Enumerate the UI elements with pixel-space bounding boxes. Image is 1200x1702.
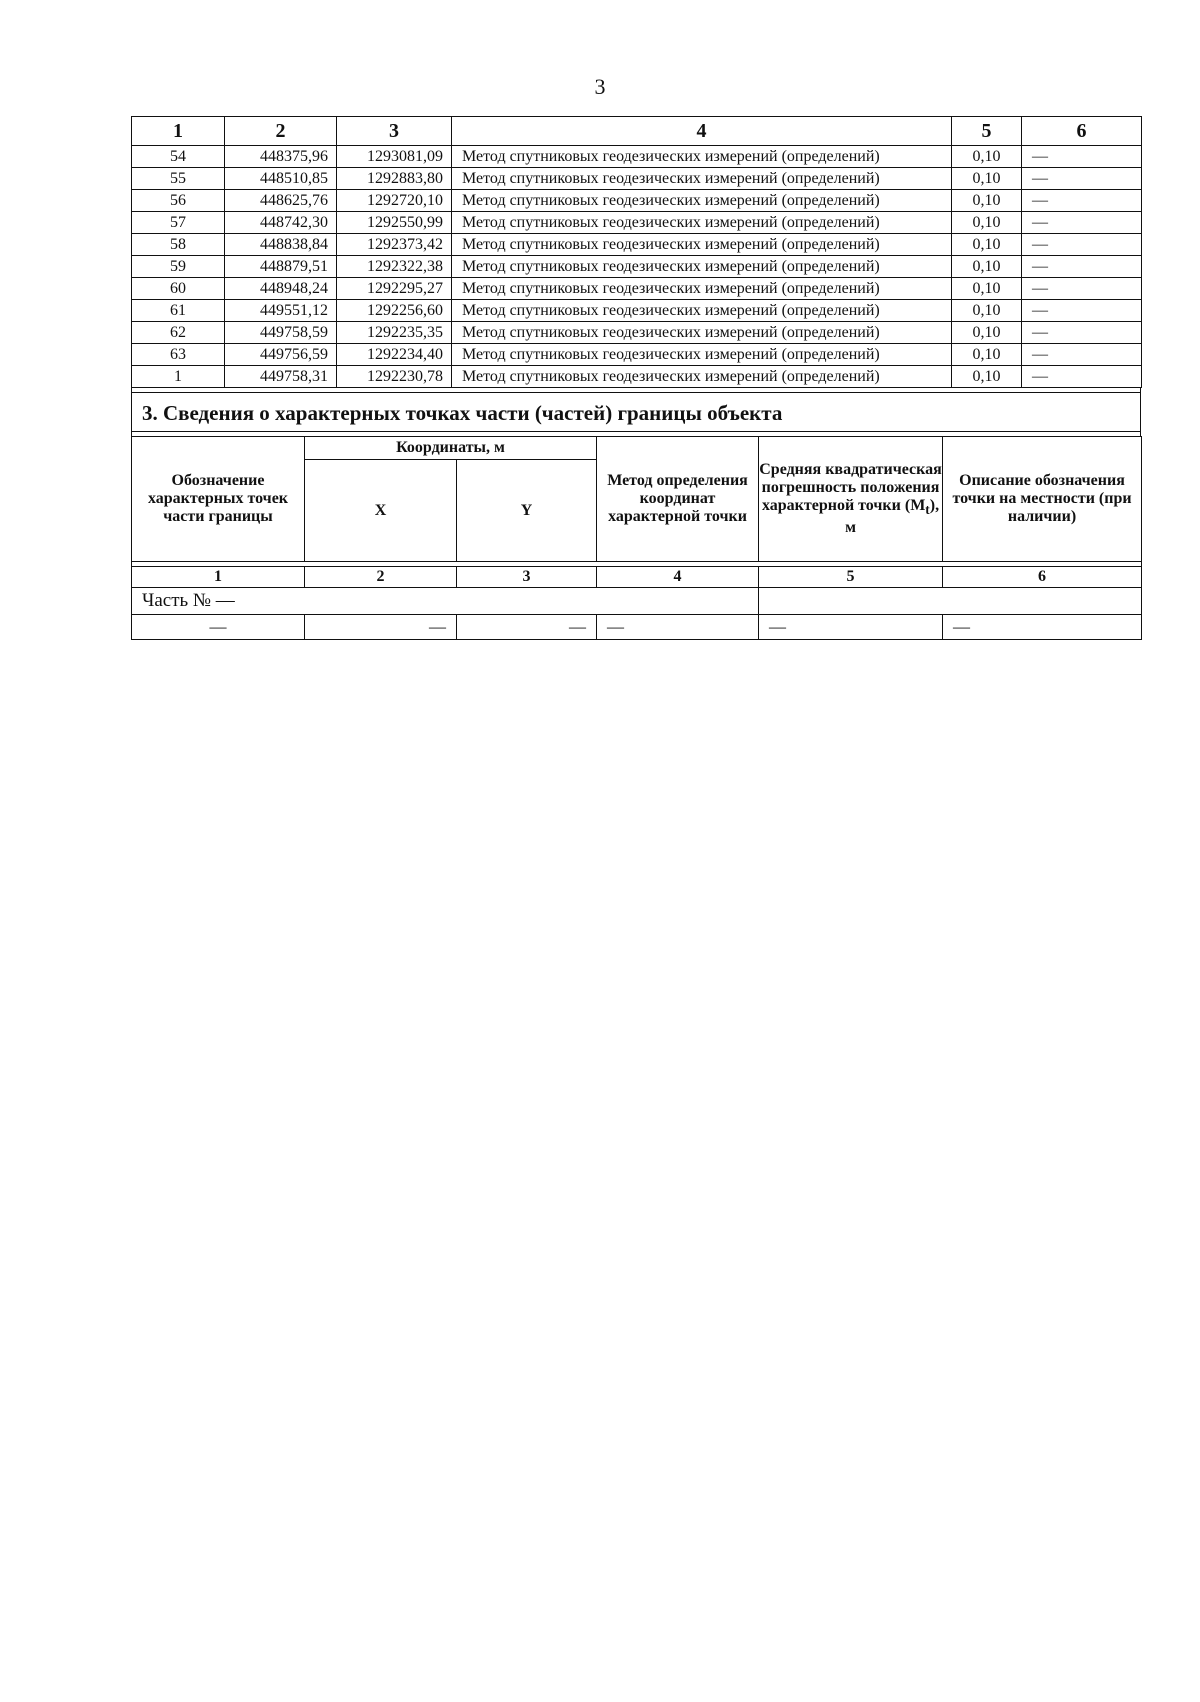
header-designation: Обозначение характерных точек части границы [132, 437, 305, 562]
col-header-6: 6 [1022, 117, 1142, 146]
coord-y: 1292295,27 [337, 278, 452, 300]
header-accuracy-symbol: (M [904, 496, 926, 514]
page-number: 3 [594, 74, 606, 99]
col-header-4: 4 [452, 117, 952, 146]
description: — [1022, 322, 1142, 344]
accuracy: 0,10 [952, 234, 1022, 256]
table-row [132, 234, 1142, 256]
coord-y: 1292256,60 [337, 300, 452, 322]
description: — [1022, 168, 1142, 190]
header-coordinates: Координаты, м [305, 437, 597, 460]
empty-method: — [597, 615, 759, 640]
accuracy: 0,10 [952, 366, 1022, 388]
point-number: 63 [132, 344, 225, 366]
coord-y: 1292234,40 [337, 344, 452, 366]
header-x: X [305, 460, 457, 562]
method: Метод спутниковых геодезических измерений (определений) [452, 168, 952, 190]
header-accuracy-subscript: t [925, 502, 930, 518]
section-title: 3. Сведения о характерных точках части (частей) границы объекта [131, 392, 1141, 432]
method: Метод спутниковых геодезических измерений (определений) [452, 300, 952, 322]
points-table-header [132, 117, 1142, 146]
method: Метод спутниковых геодезических измерений (определений) [452, 212, 952, 234]
col-header-1: 1 [132, 117, 225, 146]
empty-y: — [457, 615, 597, 640]
method: Метод спутниковых геодезических измерений (определений) [452, 322, 952, 344]
part-label: Часть № — [132, 588, 759, 615]
col-number-6: 6 [943, 567, 1142, 588]
coord-x: 448742,30 [225, 212, 337, 234]
col-number-3: 3 [457, 567, 597, 588]
coord-x: 449758,31 [225, 366, 337, 388]
coord-x: 448948,24 [225, 278, 337, 300]
header-description: Описание обозначения точки на местности (при наличии) [943, 437, 1142, 562]
col-header-2: 2 [225, 117, 337, 146]
point-number: 55 [132, 168, 225, 190]
accuracy: 0,10 [952, 190, 1022, 212]
point-number: 60 [132, 278, 225, 300]
point-number: 61 [132, 300, 225, 322]
coord-y: 1292883,80 [337, 168, 452, 190]
coord-y: 1292322,38 [337, 256, 452, 278]
description: — [1022, 146, 1142, 168]
coord-x: 448625,76 [225, 190, 337, 212]
coord-y: 1292230,78 [337, 366, 452, 388]
coord-y: 1292373,42 [337, 234, 452, 256]
description: — [1022, 234, 1142, 256]
table-row [132, 212, 1142, 234]
empty-description: — [943, 615, 1142, 640]
accuracy: 0,10 [952, 322, 1022, 344]
point-number: 57 [132, 212, 225, 234]
coord-y: 1292235,35 [337, 322, 452, 344]
empty-accuracy: — [759, 615, 943, 640]
description: — [1022, 278, 1142, 300]
header-accuracy [759, 437, 943, 562]
table-row [132, 322, 1142, 344]
coord-x: 448838,84 [225, 234, 337, 256]
description: — [1022, 344, 1142, 366]
table-row [132, 344, 1142, 366]
description: — [1022, 190, 1142, 212]
col-number-5: 5 [759, 567, 943, 588]
table-row [132, 256, 1142, 278]
accuracy: 0,10 [952, 212, 1022, 234]
point-number: 62 [132, 322, 225, 344]
coord-x: 448510,85 [225, 168, 337, 190]
method: Метод спутниковых геодезических измерений (определений) [452, 278, 952, 300]
description: — [1022, 366, 1142, 388]
point-number: 58 [132, 234, 225, 256]
accuracy: 0,10 [952, 278, 1022, 300]
accuracy: 0,10 [952, 344, 1022, 366]
coord-x: 448879,51 [225, 256, 337, 278]
part-points-table [131, 436, 1142, 640]
method: Метод спутниковых геодезических измерений (определений) [452, 234, 952, 256]
part-empty-cell [759, 588, 1142, 615]
table-row [132, 278, 1142, 300]
table-row [132, 615, 1142, 640]
coord-x: 449756,59 [225, 344, 337, 366]
method: Метод спутниковых геодезических измерений (определений) [452, 190, 952, 212]
accuracy: 0,10 [952, 300, 1022, 322]
description: — [1022, 212, 1142, 234]
method: Метод спутниковых геодезических измерений (определений) [452, 366, 952, 388]
accuracy: 0,10 [952, 168, 1022, 190]
description: — [1022, 256, 1142, 278]
header-accuracy-text: Средняя квадратическая погрешность положения характерной точки [759, 460, 942, 514]
col-number-2: 2 [305, 567, 457, 588]
coord-y: 1292550,99 [337, 212, 452, 234]
coord-x: 449758,59 [225, 322, 337, 344]
method: Метод спутниковых геодезических измерений (определений) [452, 344, 952, 366]
coord-y: 1292720,10 [337, 190, 452, 212]
description: — [1022, 300, 1142, 322]
accuracy: 0,10 [952, 256, 1022, 278]
method: Метод спутниковых геодезических измерений (определений) [452, 256, 952, 278]
point-number: 59 [132, 256, 225, 278]
table-row [132, 168, 1142, 190]
table-row [132, 190, 1142, 212]
point-number: 54 [132, 146, 225, 168]
method: Метод спутниковых геодезических измерений (определений) [452, 146, 952, 168]
coord-x: 449551,12 [225, 300, 337, 322]
header-accuracy-unit: ), м [845, 496, 940, 537]
col-header-3: 3 [337, 117, 452, 146]
empty-designation: — [132, 615, 305, 640]
accuracy: 0,10 [952, 146, 1022, 168]
coord-x: 448375,96 [225, 146, 337, 168]
part-row [132, 588, 1142, 615]
header-y: Y [457, 460, 597, 562]
point-number: 56 [132, 190, 225, 212]
document-sheet [131, 116, 1141, 640]
col-header-5: 5 [952, 117, 1022, 146]
coord-y: 1293081,09 [337, 146, 452, 168]
table-row [132, 366, 1142, 388]
point-number: 1 [132, 366, 225, 388]
table-row [132, 300, 1142, 322]
col-number-1: 1 [132, 567, 305, 588]
points-table [131, 116, 1142, 388]
col-number-4: 4 [597, 567, 759, 588]
empty-x: — [305, 615, 457, 640]
table-row [132, 146, 1142, 168]
column-numbers-row [132, 567, 1142, 588]
header-method: Метод определения координат характерной точки [597, 437, 759, 562]
